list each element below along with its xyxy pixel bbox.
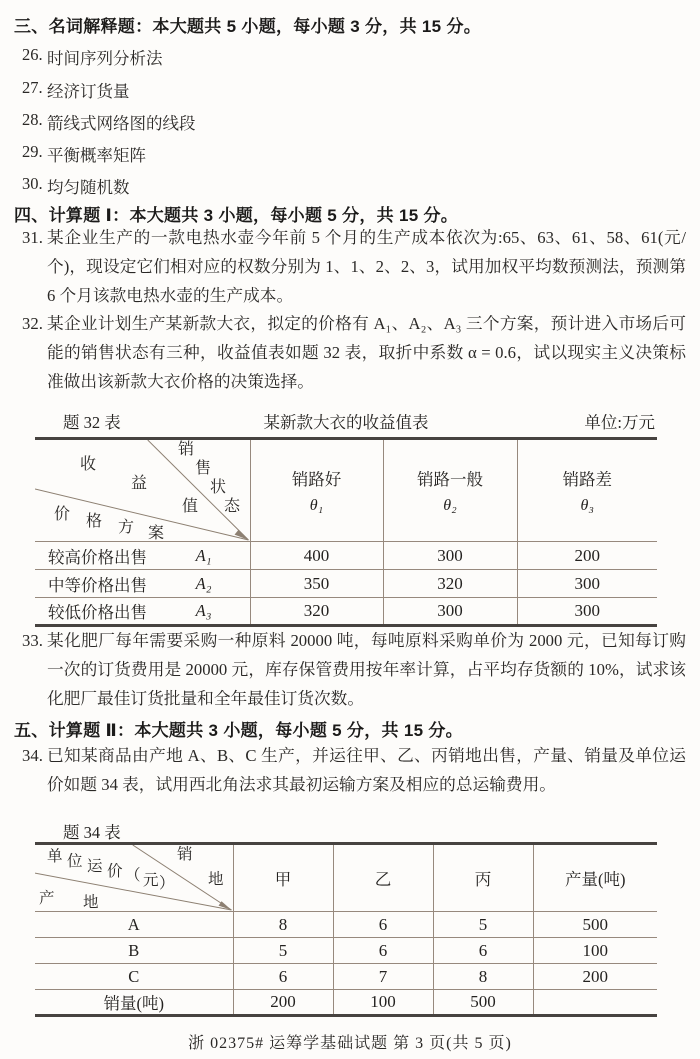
row-label: 中等价格出售 <box>48 575 147 595</box>
term-question-30 <box>22 174 130 198</box>
column-header-label: 销路差 <box>562 470 612 489</box>
question-34 <box>22 741 686 799</box>
question-33 <box>22 626 686 714</box>
corner-price-char: 元 <box>143 872 159 889</box>
plan-symbol: A₃ <box>195 601 212 620</box>
term-question-26 <box>22 45 163 69</box>
page-footer: 浙 02375# 运筹学基础试题 第 3 页(共 5 页) <box>188 1035 512 1052</box>
payoff-value: 300 <box>383 598 517 626</box>
theta-symbol: θ₃ <box>580 497 594 514</box>
term-question-27 <box>22 78 130 102</box>
plan-symbol: A₁ <box>195 545 212 565</box>
column-header-yi: 乙 <box>333 844 433 912</box>
question-number: 34. <box>22 746 43 765</box>
table32-unit: 单位:万元 <box>584 413 655 432</box>
table34-row-b <box>35 938 657 964</box>
corner-payoff-char: 收 <box>80 456 97 473</box>
column-header-good-sales <box>250 439 383 542</box>
unit-price-value: 6 <box>333 938 433 964</box>
row-label: A <box>127 914 140 934</box>
unit-price-value: 6 <box>433 938 533 964</box>
unit-price-value: 8 <box>233 912 333 938</box>
corner-price-char: （ <box>125 867 141 884</box>
payoff-value: 320 <box>383 570 517 598</box>
row-label-cell <box>35 570 250 598</box>
row-label: B <box>128 940 140 960</box>
transport-table <box>35 842 657 1017</box>
corner-plan-char: 案 <box>148 525 165 542</box>
corner-state-char: 状 <box>210 479 227 496</box>
payoff-value: 400 <box>250 542 383 570</box>
question-text: 某企业计划生产某新款大衣，拟定的价格有 A₁、A₂、A₃ 三个方案，预计进入市场后可能的销售状态有三种，收益值表如题 32 表，取折中系数 α = 0.6，试以现实主义决策标准做出该新款大衣价格的决策选择。 <box>47 314 686 392</box>
payoff-value: 300 <box>517 570 657 598</box>
payoff-value: 350 <box>250 570 383 598</box>
corner-state-char: 态 <box>224 498 241 515</box>
unit-price-value: 6 <box>233 964 333 990</box>
table34-row-sales <box>35 990 657 1016</box>
empty-cell <box>533 990 657 1016</box>
theta-symbol: θ₁ <box>309 497 324 514</box>
table32-row-a2 <box>35 570 657 598</box>
table34-label: 题 34 表 <box>63 823 121 842</box>
column-header-average-sales <box>383 439 517 542</box>
question-text: 已知某商品由产地 A、B、C 生产，并运往甲、乙、丙销地出售，产量、销量及单位运价如题 34 表，试用西北角法求其最初运输方案及相应的总运输费用。 <box>47 746 686 795</box>
table32-row-a3 <box>35 598 657 626</box>
plan-symbol: A₂ <box>195 573 212 593</box>
column-header-jia: 甲 <box>233 844 333 912</box>
term-question-29 <box>22 142 146 166</box>
question-31 <box>22 223 686 311</box>
output-value: 100 <box>533 938 657 964</box>
column-header-bing: 丙 <box>433 844 533 912</box>
table32-caption <box>35 409 657 431</box>
unit-price-value: 6 <box>333 912 433 938</box>
unit-price-value: 5 <box>233 938 333 964</box>
row-label: C <box>128 966 140 986</box>
corner-price-char: 运 <box>87 858 103 875</box>
section-heading-4: 四、计算题 Ⅰ：本大题共 3 小题，每小题 5 分，共 15 分。 <box>14 206 459 225</box>
payoff-value: 200 <box>517 542 657 570</box>
corner-payoff-char: 益 <box>131 475 148 492</box>
corner-payoff-char: 值 <box>182 498 199 515</box>
payoff-table <box>35 437 657 627</box>
row-label-cell <box>35 598 250 626</box>
row-label: 销量(吨) <box>103 994 164 1013</box>
question-number: 32. <box>22 314 43 333</box>
question-number: 28. <box>22 110 43 129</box>
corner-price-char: ） <box>159 875 175 892</box>
question-number: 29. <box>22 142 43 161</box>
table32-corner-cell <box>35 439 250 542</box>
corner-plan-char: 格 <box>86 513 103 530</box>
column-header-label: 销路好 <box>291 470 342 489</box>
row-label: 较低价格出售 <box>48 603 147 622</box>
unit-price-value: 7 <box>333 964 433 990</box>
question-number: 30. <box>22 174 43 193</box>
corner-dest-char: 地 <box>208 871 224 888</box>
column-header-label: 销路一般 <box>417 470 483 489</box>
question-text: 经济订货量 <box>47 82 130 101</box>
sales-value: 200 <box>233 990 333 1016</box>
row-label: 较高价格出售 <box>48 547 147 567</box>
output-value: 500 <box>533 912 657 938</box>
table34-corner-cell <box>35 844 233 912</box>
section-heading-5: 五、计算题 Ⅱ：本大题共 3 小题，每小题 5 分，共 15 分。 <box>14 721 463 740</box>
question-number: 31. <box>22 228 43 247</box>
corner-origin-char: 地 <box>83 894 99 911</box>
question-number: 26. <box>22 45 43 64</box>
row-label-cell <box>35 542 250 570</box>
question-text: 箭线式网络图的线段 <box>47 114 196 133</box>
question-text: 平衡概率矩阵 <box>47 146 146 165</box>
output-value: 200 <box>533 964 657 990</box>
column-header-poor-sales <box>517 439 657 542</box>
table32-label: 题 32 表 <box>63 413 121 432</box>
corner-price-char: 位 <box>67 853 83 870</box>
sales-value: 500 <box>433 990 533 1016</box>
corner-state-char: 销 <box>178 441 195 458</box>
table32-row-a1 <box>35 542 657 570</box>
column-header-output: 产量(吨) <box>533 844 657 912</box>
corner-state-char: 售 <box>195 460 212 477</box>
question-text: 均匀随机数 <box>47 178 130 197</box>
question-text: 时间序列分析法 <box>47 49 163 68</box>
payoff-value: 320 <box>250 598 383 626</box>
question-32 <box>22 309 686 397</box>
unit-price-value: 8 <box>433 964 533 990</box>
section-heading-3: 三、名词解释题：本大题共 5 小题，每小题 3 分，共 15 分。 <box>14 17 482 36</box>
unit-price-value: 5 <box>433 912 533 938</box>
corner-plan-char: 方 <box>118 519 135 536</box>
question-text: 某化肥厂每年需要采购一种原料 20000 吨，每吨原料采购单价为 2000 元，已知每订购一次的订货费用是 20000 元，库存保管费用按年率计算，占平均存货额的 10%，试求该化肥厂最佳订货批量和全年最佳订货次数。 <box>47 631 686 709</box>
table32-header-row <box>35 439 657 542</box>
question-text: 某企业生产的一款电热水壶今年前 5 个月的生产成本依次为:65、63、61、58、61(元/个)，现设定它们相对应的权数分别为 1、1、2、2、3，试用加权平均数预测法，预测第 6 个月该款电热水壶的生产成本。 <box>47 228 686 306</box>
corner-dest-char: 销 <box>177 846 193 863</box>
table34-row-a <box>35 912 657 938</box>
corner-price-char: 单 <box>47 848 63 865</box>
theta-symbol: θ₂ <box>443 497 457 514</box>
table32-title: 某新款大衣的收益值表 <box>263 413 429 432</box>
corner-origin-char: 产 <box>39 890 55 907</box>
corner-plan-char: 价 <box>54 506 71 523</box>
payoff-value: 300 <box>383 542 517 570</box>
question-number: 33. <box>22 631 43 650</box>
term-question-28 <box>22 110 196 134</box>
sales-value: 100 <box>333 990 433 1016</box>
question-number: 27. <box>22 78 43 97</box>
table34-header-row <box>35 844 657 912</box>
table34-row-c <box>35 964 657 990</box>
payoff-value: 300 <box>517 598 657 626</box>
corner-price-char: 价 <box>107 863 123 880</box>
